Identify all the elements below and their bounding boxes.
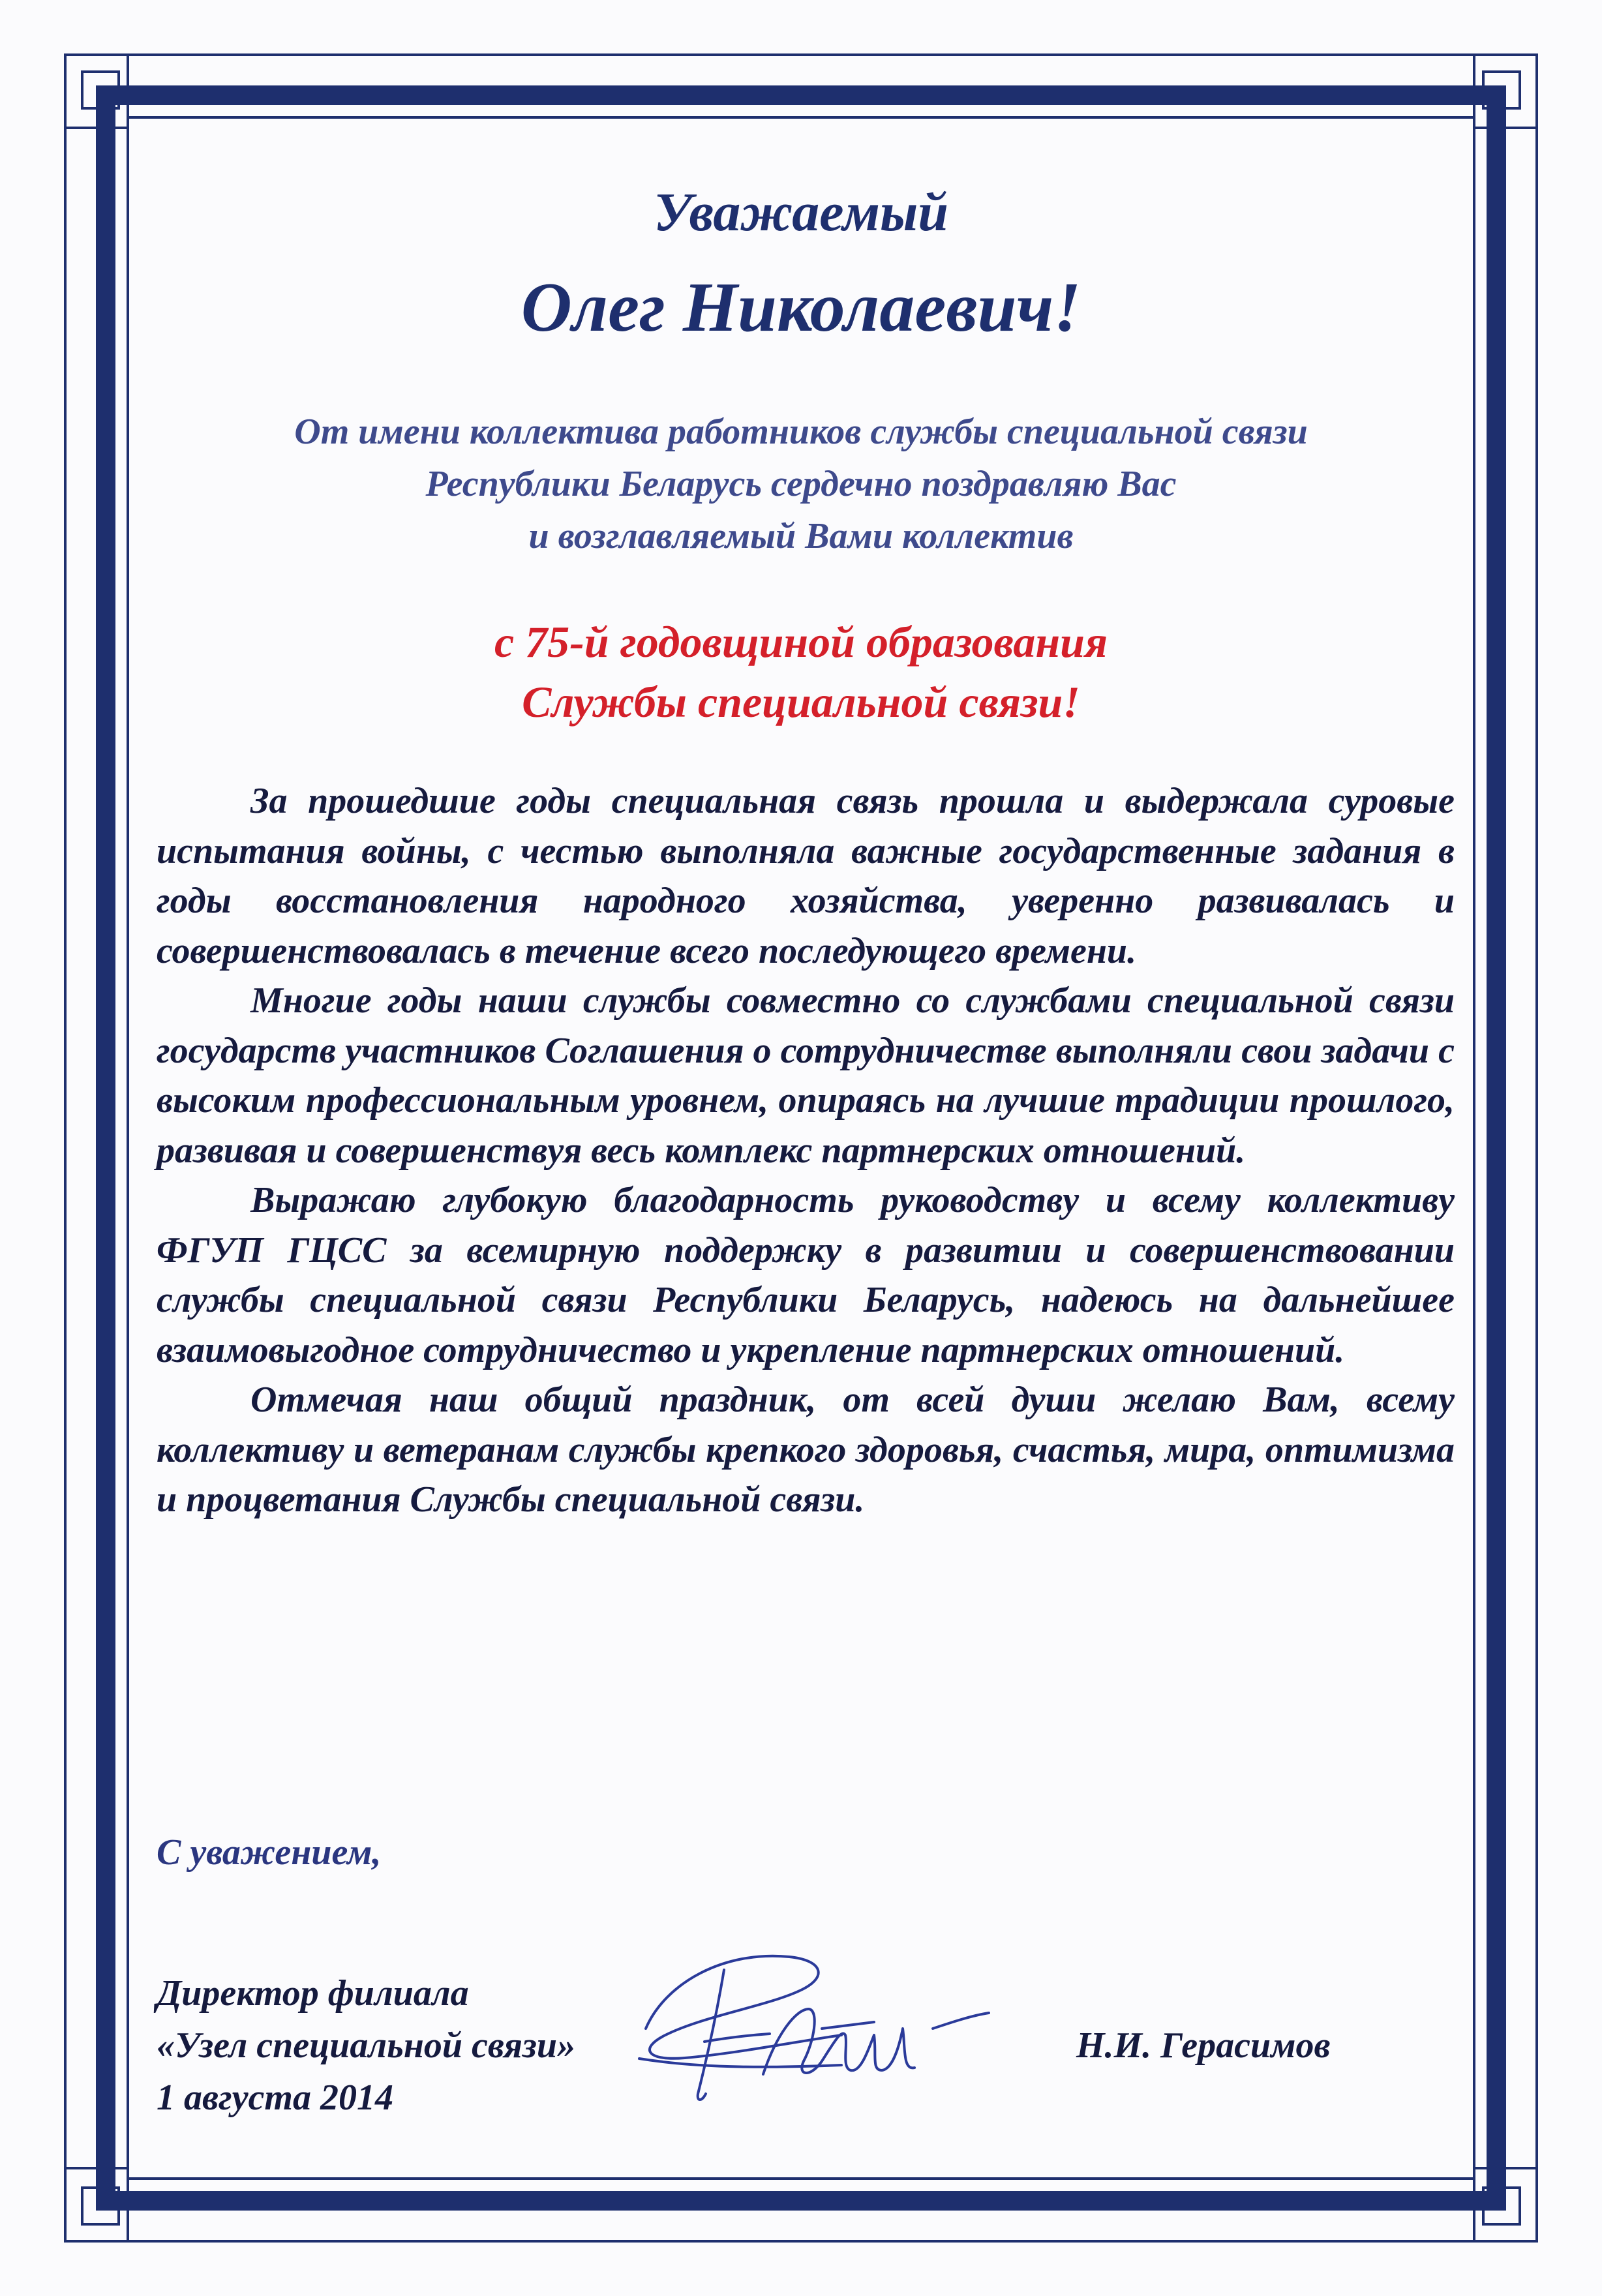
- intro-text: [0, 406, 1602, 562]
- signer-name: Н.И. Герасимов: [1076, 2025, 1331, 2066]
- intro-line: и возглавляемый Вами коллектив: [528, 516, 1074, 556]
- body-paragraph: Выражаю глубокую благодарность руководству и всему коллективу ФГУП ГЦСС за всемирную поддержку в развитии и совершенствовании службы специальной связи Республики Беларусь, надеюсь на дальнейшее взаимовыгодное сотрудничество и укрепление партнерских отношений.: [157, 1180, 1455, 1370]
- occasion-line: Службы специальной связи!: [522, 677, 1080, 727]
- letter-body: [157, 776, 1455, 1525]
- body-paragraph: Отмечая наш общий праздник, от всей души желаю Вам, всему коллективу и ветеранам службы крепкого здоровья, счастья, мира, оптимизма и процветания Службы специальной связи.: [157, 1380, 1455, 1520]
- handwritten-signature: [626, 1931, 991, 2113]
- salutation: Уважаемый: [653, 182, 949, 243]
- signer-organization: «Узел специальной связи»: [157, 2025, 575, 2066]
- occasion-line: с 75-й годовщиной образования: [494, 617, 1108, 667]
- signature-block: [157, 1967, 575, 2124]
- body-paragraph: Многие годы наши службы совместно со службами специальной связи государств участников Соглашения о сотрудничестве выполняли свои задачи с высоким профессиональным уровнем, опираясь на лучшие традиции прошлого, развивая и совершенствуя весь комплекс партнерских отношений.: [157, 980, 1455, 1171]
- intro-line: Республики Беларусь сердечно поздравляю Вас: [425, 464, 1177, 504]
- signer-position: Директор филиала: [157, 1973, 469, 2014]
- occasion-heading: [0, 612, 1602, 732]
- closing-phrase: С уважением,: [157, 1832, 382, 1873]
- letter-date: 1 августа 2014: [157, 2077, 393, 2118]
- body-paragraph: За прошедшие годы специальная связь прошла и выдержала суровые испытания войны, с честью выполняла важные государственные задания в годы восстановления народного хозяйства, уверенно развивалась и совершенствовалась в течение всего последующего времени.: [157, 781, 1455, 971]
- addressee-name: Олег Николаевич!: [521, 269, 1081, 346]
- intro-line: От имени коллектива работников службы специальной связи: [294, 412, 1308, 452]
